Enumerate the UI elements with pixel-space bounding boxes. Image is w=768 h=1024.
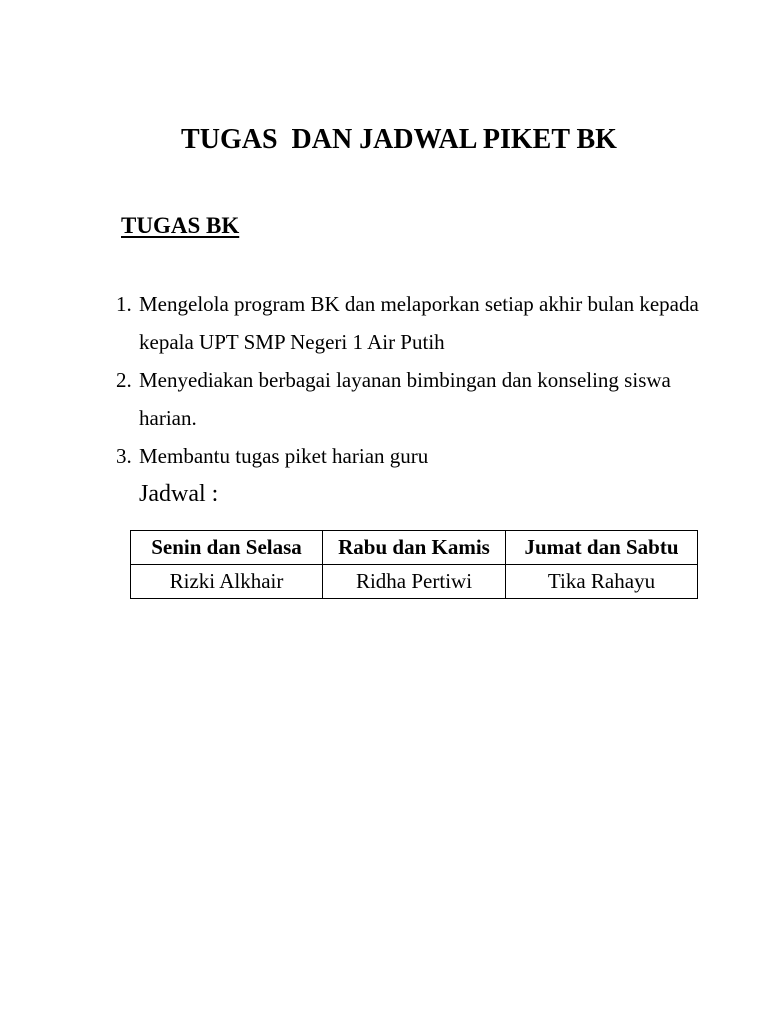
table-cell: Tika Rahayu (506, 565, 698, 599)
schedule-label: Jadwal : (139, 481, 219, 507)
task-number: 1. (116, 292, 132, 316)
task-text: Mengelola program BK dan melaporkan setiap akhir bulan kepada kepala UPT SMP Negeri 1 Air Putih (139, 292, 699, 354)
table-cell: Ridha Pertiwi (323, 565, 506, 599)
task-number: 2. (116, 368, 132, 392)
section-heading-tugas-bk: TUGAS BK (121, 213, 240, 238)
task-item (116, 437, 716, 475)
task-number: 3. (116, 444, 132, 468)
table-row (131, 565, 698, 599)
task-text: Menyediakan berbagai layanan bimbingan dan konseling siswa harian. (139, 368, 671, 430)
table-header-cell: Rabu dan Kamis (323, 531, 506, 565)
task-item (116, 361, 716, 437)
schedule-table (130, 530, 698, 599)
table-header-cell: Senin dan Selasa (131, 531, 323, 565)
task-item (116, 285, 716, 361)
table-cell: Rizki Alkhair (131, 565, 323, 599)
task-list (116, 285, 716, 475)
task-text: Membantu tugas piket harian guru (139, 444, 429, 468)
page-title: TUGAS DAN JADWAL PIKET BK (181, 124, 617, 155)
table-header-row (131, 531, 698, 565)
table-header-cell: Jumat dan Sabtu (506, 531, 698, 565)
